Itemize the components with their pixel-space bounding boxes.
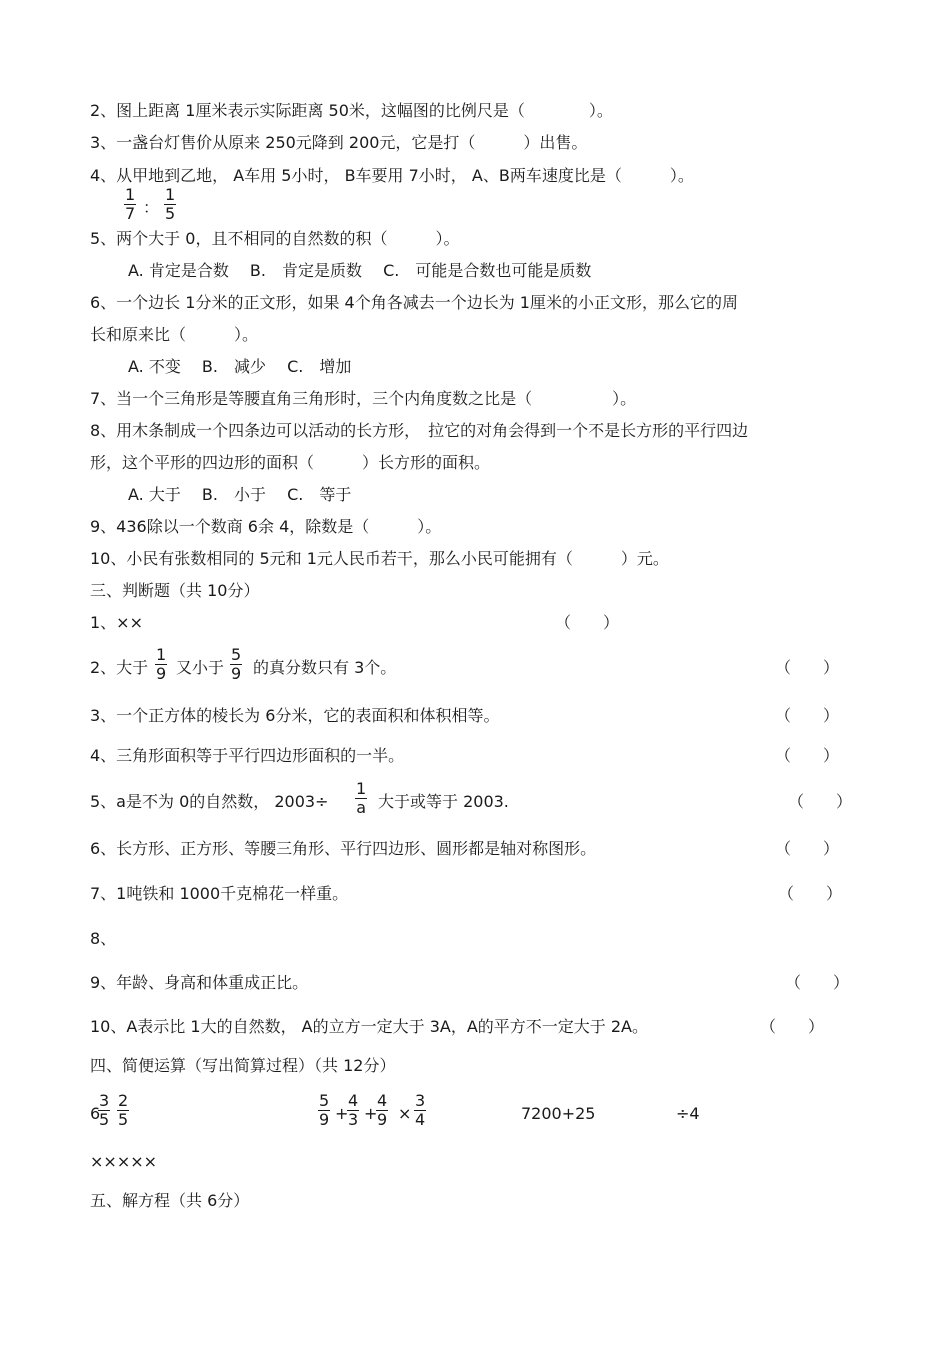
question-5-options: A. 肯定是合数 B. 肯定是质数 C. 可能是合数也可能是质数 [128,261,592,280]
fraction-denominator: 9 [377,1110,388,1129]
question-6-line-2: 长和原来比（ ）。 [90,325,259,344]
expr-1-fraction-b [117,1092,129,1129]
judge-question-8: 8、 [90,929,117,948]
fraction-denominator: 9 [319,1110,330,1129]
question-7: 7、当一个三角形是等腰直角三角形时，三个内角度数之比是（ ）。 [90,389,637,408]
fraction-numerator: 1 [356,779,367,798]
expr-2-fraction-d [414,1092,426,1129]
fraction-numerator: 1 [165,185,176,204]
judge-answer-box-7[interactable]: （ ） [778,884,843,903]
expr-2-times: × [398,1104,412,1123]
judge-q2-fraction-a [155,646,167,683]
expr-2-plus-1: + [335,1104,349,1123]
question-3: 3、一盏台灯售价从原来 250元降到 200元，它是打（ ）出售。 [90,133,588,152]
question-9: 9、436除以一个数商 6余 4，除数是（ ）。 [90,517,442,536]
fraction-numerator: 5 [231,645,242,664]
judge-answer-box-2[interactable]: （ ） [775,658,840,677]
q4-fraction-b [164,186,176,223]
calc-tail-symbols: ××××× [90,1152,158,1171]
judge-q5-fraction [355,780,367,817]
fraction-denominator: 5 [165,204,176,223]
judge-question-4: 4、三角形面积等于平行四边形面积的一半。 [90,746,405,765]
expr-2-fraction-c [376,1092,388,1129]
expr-4: ÷4 [676,1104,700,1123]
fraction-denominator: 5 [118,1110,129,1129]
section-3-heading: 三、判断题（共 10分） [90,581,260,600]
q4-fraction-a [124,186,136,223]
judge-answer-box-10[interactable]: （ ） [760,1017,825,1036]
expr-2-plus-2: + [364,1104,378,1123]
fraction-denominator: 9 [231,664,242,683]
judge-question-2-suffix: 的真分数只有 3个。 [253,658,397,677]
question-4: 4、从甲地到乙地， A车用 5小时， B车要用 7小时， A、B两车速度比是（ ）。 [90,166,694,185]
q4-colon: ： [143,198,160,217]
fraction-numerator: 3 [415,1091,426,1110]
judge-answer-box-5[interactable]: （ ） [788,792,853,811]
judge-answer-box-3[interactable]: （ ） [775,706,840,725]
fraction-denominator: 7 [125,204,136,223]
judge-question-3: 3、一个正方体的棱长为 6分米，它的表面积和体积相等。 [90,706,500,725]
fraction-denominator: 4 [415,1110,426,1129]
fraction-numerator: 3 [99,1091,110,1110]
fraction-denominator: a [356,798,366,817]
question-2: 2、图上距离 1厘米表示实际距离 50米，这幅图的比例尺是（ ）。 [90,101,613,120]
judge-question-5-suffix: 大于或等于 2003. [378,792,509,811]
fraction-numerator: 2 [118,1091,129,1110]
question-6-line-1: 6、一个边长 1分米的正文形，如果 4个角各减去一个边长为 1厘米的小正文形，那么它的周 [90,293,738,312]
judge-answer-box-1[interactable]: （ ） [555,613,620,632]
judge-question-1: 1、×× [90,613,143,632]
judge-question-2-prefix: 2、大于 [90,658,149,677]
fraction-denominator: 9 [156,664,167,683]
question-6-options: A. 不变 B. 减少 C. 增加 [128,357,352,376]
question-8-line-1: 8、用木条制成一个四条边可以活动的长方形， 拉它的对角会得到一个不是长方形的平行四边 [90,421,749,440]
expr-2-fraction-b [347,1092,359,1129]
fraction-numerator: 4 [348,1091,359,1110]
section-5-heading: 五、解方程（共 6分） [90,1191,250,1210]
judge-question-2-middle: 又小于 [176,658,225,677]
fraction-denominator: 5 [99,1110,110,1129]
question-8-options: A. 大于 B. 小于 C. 等于 [128,485,352,504]
question-8-line-2: 形，这个平形的四边形的面积（ ）长方形的面积。 [90,453,491,472]
judge-question-5-prefix: 5、a是不为 0的自然数， 2003÷ [90,792,329,811]
expr-2-fraction-a [318,1092,330,1129]
judge-q2-fraction-b [230,646,242,683]
judge-answer-box-4[interactable]: （ ） [775,746,840,765]
judge-question-6: 6、长方形、正方形、等腰三角形、平行四边形、圆形都是轴对称图形。 [90,839,597,858]
fraction-numerator: 4 [377,1091,388,1110]
fraction-numerator: 1 [156,645,167,664]
expr-3: 7200+25 [521,1104,596,1123]
question-5: 5、两个大于 0，且不相同的自然数的积（ ）。 [90,229,460,248]
fraction-denominator: 3 [348,1110,359,1129]
fraction-numerator: 5 [319,1091,330,1110]
expr-1-fraction-a [98,1092,110,1129]
judge-question-7: 7、1吨铁和 1000千克棉花一样重。 [90,884,349,903]
judge-answer-box-6[interactable]: （ ） [775,839,840,858]
judge-question-9: 9、年龄、身高和体重成正比。 [90,973,309,992]
question-10: 10、小民有张数相同的 5元和 1元人民币若干，那么小民可能拥有（ ）元。 [90,549,669,568]
fraction-numerator: 1 [125,185,136,204]
judge-question-10: 10、A表示比 1大的自然数， A的立方一定大于 3A，A的平方不一定大于 2A。 [90,1017,648,1036]
expr-1-whole: 6 [90,1104,101,1123]
judge-answer-box-9[interactable]: （ ） [785,973,850,992]
section-4-heading: 四、简便运算（写出简算过程）（共 12分） [90,1056,396,1075]
